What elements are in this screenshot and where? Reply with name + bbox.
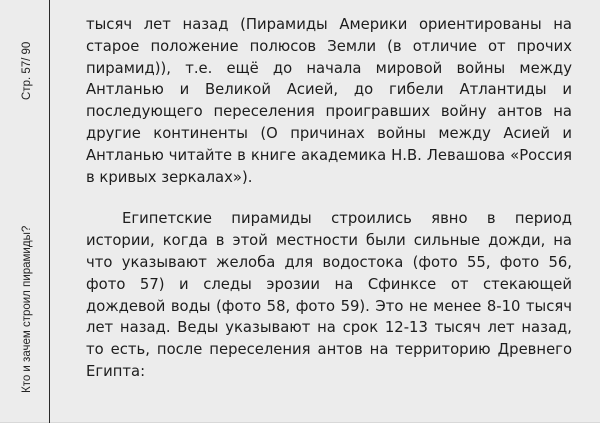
- running-title: Кто и зачем строил пирамиды?: [21, 225, 33, 393]
- page-number: Стр. 57/ 90: [21, 41, 33, 100]
- body-text: [86, 14, 572, 383]
- paragraph: тысяч лет назад (Пирамиды Америки ориентированы на старое положение полюсов Земли (в отличие от прочих пирамид)), т.е. ещё до начала мировой войны между Антланью и Великой Асией, до гибели Атлантиды и последующего переселения проигравших войну антов на другие континенты (О причинах войны между Асией и Антланью читайте в книге академика Н.В. Левашова «Россия в кривых зеркалах»).: [86, 16, 572, 186]
- margin-rule: [49, 0, 50, 423]
- paragraph: Египетские пирамиды строились явно в период истории, когда в этой местности были сильные дожди, на что указывают желоба для водостока (фото 55, фото 56, фото 57) и следы эрозии на Сфинксе от стекающей дождевой воды (фото 58, фото 59). Это не менее 8-10 тысяч лет назад. Веды указывают на срок 12-13 тысяч лет назад, то есть, после переселения антов на территорию Древнего Египта:: [86, 210, 572, 380]
